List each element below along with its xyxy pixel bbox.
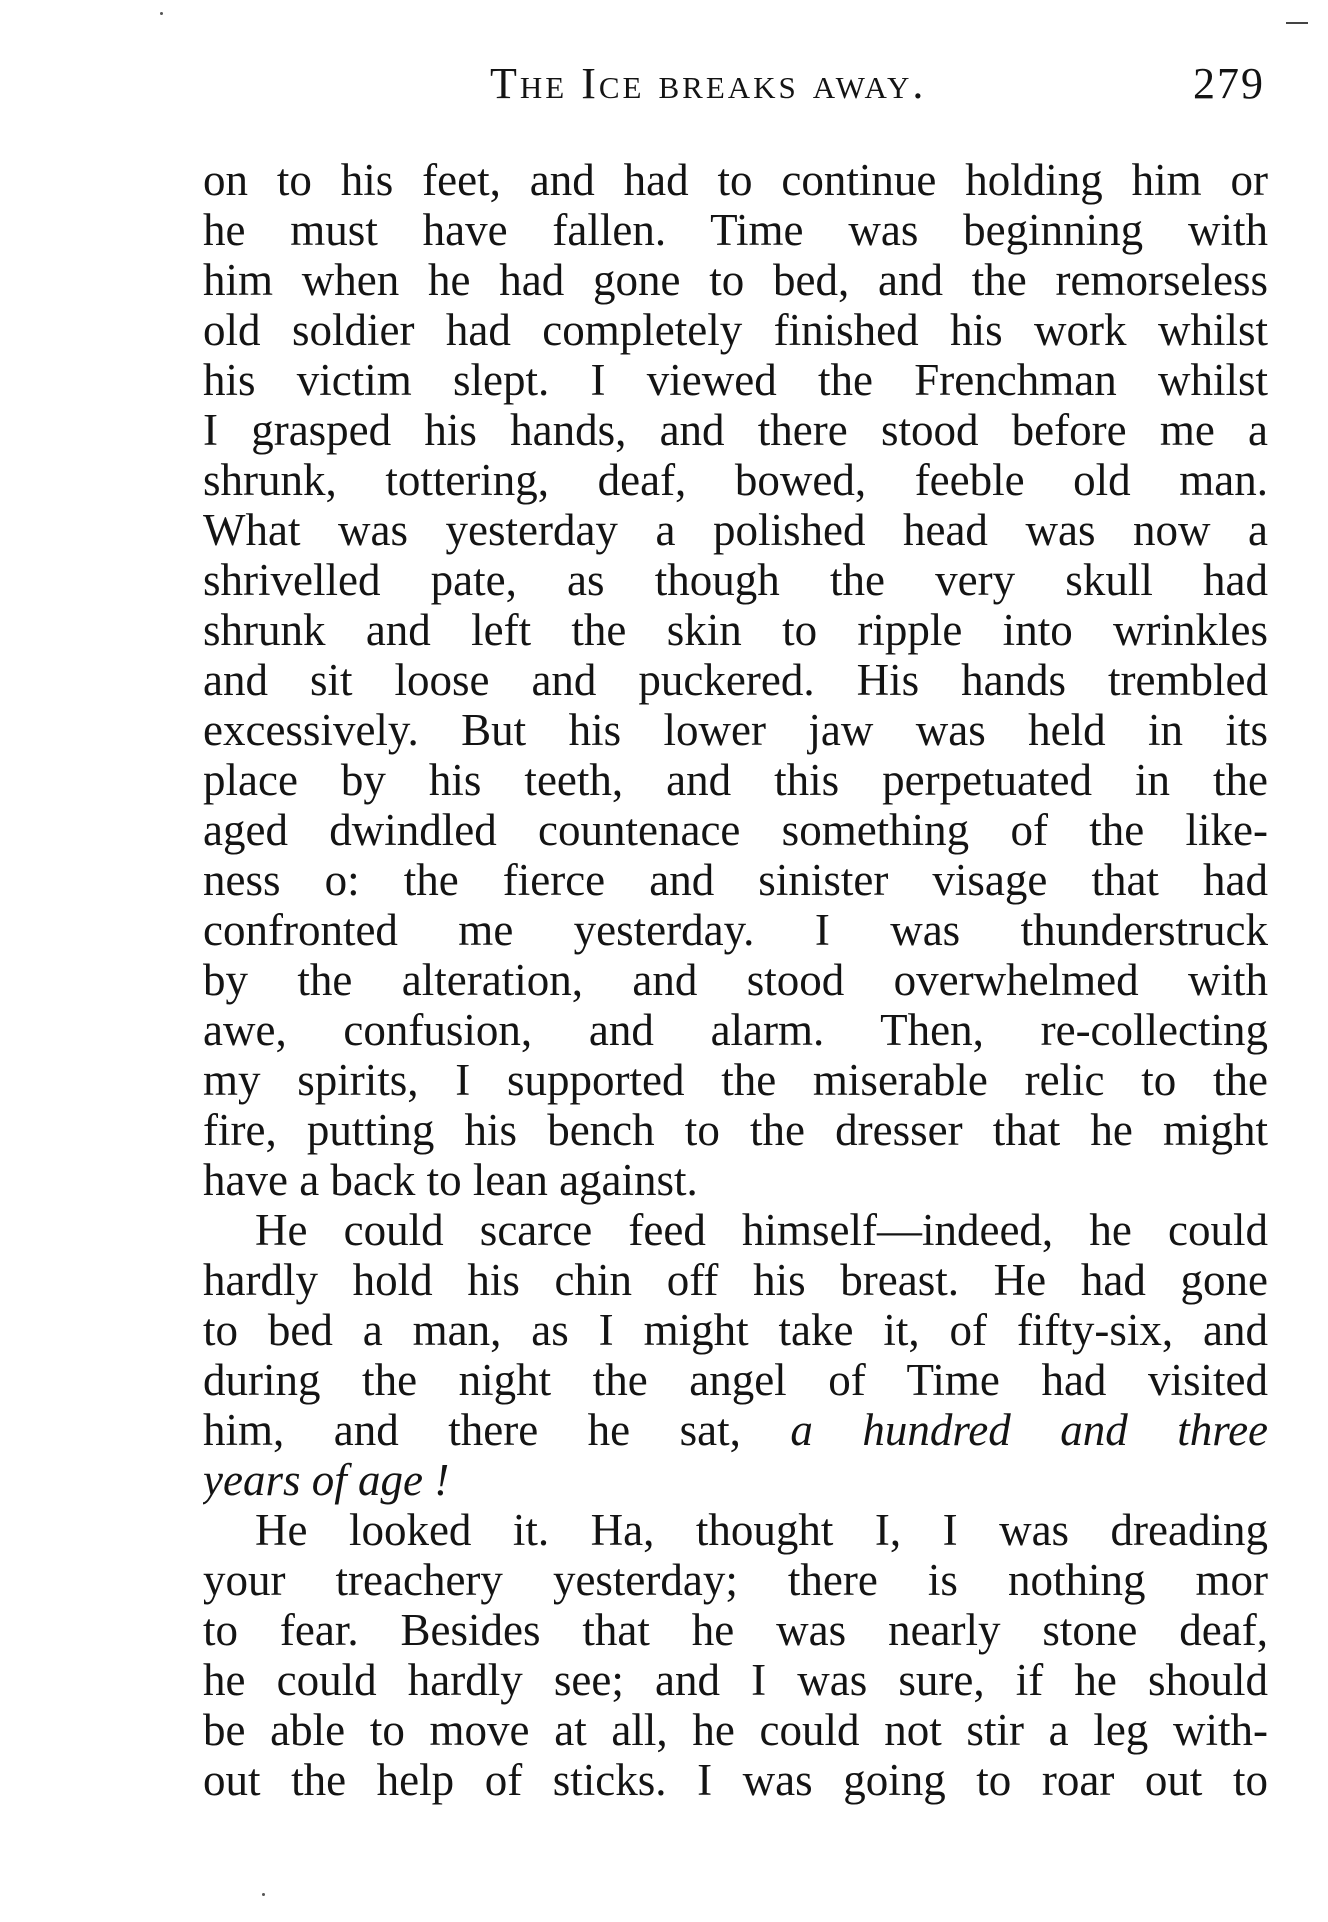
text-line: during the night the angel of Time had visited [203, 1355, 1268, 1405]
text-line: excessively. But his lower jaw was held in its [203, 705, 1268, 755]
text-line: to fear. Besides that he was nearly stone deaf, [203, 1605, 1268, 1655]
corner-mark [1286, 22, 1308, 24]
text-line: be able to move at all, he could not stir a leg with- [203, 1705, 1268, 1755]
text-line: and sit loose and puckered. His hands trembled [203, 655, 1268, 705]
text-line: old soldier had completely finished his work whilst [203, 305, 1268, 355]
text-line: him when he had gone to bed, and the remorseless [203, 255, 1268, 305]
paragraph-end-line [203, 1455, 1268, 1505]
italic-phrase: years of age ! [203, 1455, 450, 1505]
text-line: shrunk and left the skin to ripple into wrinkles [203, 605, 1268, 655]
text-line: to bed a man, as I might take it, of fifty-six, and [203, 1305, 1268, 1355]
text-line: shrunk, tottering, deaf, bowed, feeble old man. [203, 455, 1268, 505]
text-line: out the help of sticks. I was going to roar out to [203, 1755, 1268, 1805]
text-line: by the alteration, and stood overwhelmed with [203, 955, 1268, 1005]
text-line: I grasped his hands, and there stood before me a [203, 405, 1268, 455]
paragraph-end-line: have a back to lean against. [203, 1155, 698, 1205]
text-line: place by his teeth, and this perpetuated in the [203, 755, 1268, 805]
text-line: shrivelled pate, as though the very skull had [203, 555, 1268, 605]
body-text [203, 155, 1268, 1805]
text-line: hardly hold his chin off his breast. He had gone [203, 1255, 1268, 1305]
text-run: him, and there he sat, [203, 1405, 741, 1455]
page-number: 279 [1193, 59, 1265, 108]
text-line: on to his feet, and had to continue holding him or [203, 155, 1268, 205]
text-line: he could hardly see; and I was sure, if he should [203, 1655, 1268, 1705]
text-line: confronted me yesterday. I was thunderstruck [203, 905, 1268, 955]
text-line: aged dwindled countenace something of the like- [203, 805, 1268, 855]
text-line: fire, putting his bench to the dresser that he might [203, 1105, 1268, 1155]
text-line: ness o: the fierce and sinister visage that had [203, 855, 1268, 905]
italic-phrase: a hundred and three [790, 1405, 1268, 1455]
text-line-with-italic [203, 1405, 1268, 1455]
text-line: my spirits, I supported the miserable relic to the [203, 1055, 1268, 1105]
page-header [200, 58, 1265, 118]
text-line: your treachery yesterday; there is nothing mor [203, 1555, 1268, 1605]
stray-mark [262, 1893, 265, 1896]
paragraph-start-line: He looked it. Ha, thought I, I was dreading [255, 1505, 1268, 1555]
stray-mark [160, 12, 163, 15]
text-line: his victim slept. I viewed the Frenchman whilst [203, 355, 1268, 405]
text-line: awe, confusion, and alarm. Then, re-collecting [203, 1005, 1268, 1055]
running-title: The Ice breaks away. [490, 59, 927, 108]
text-line: he must have fallen. Time was beginning with [203, 205, 1268, 255]
paragraph-start-line: He could scarce feed himself—indeed, he could [255, 1205, 1268, 1255]
text-line: What was yesterday a polished head was now a [203, 505, 1268, 555]
